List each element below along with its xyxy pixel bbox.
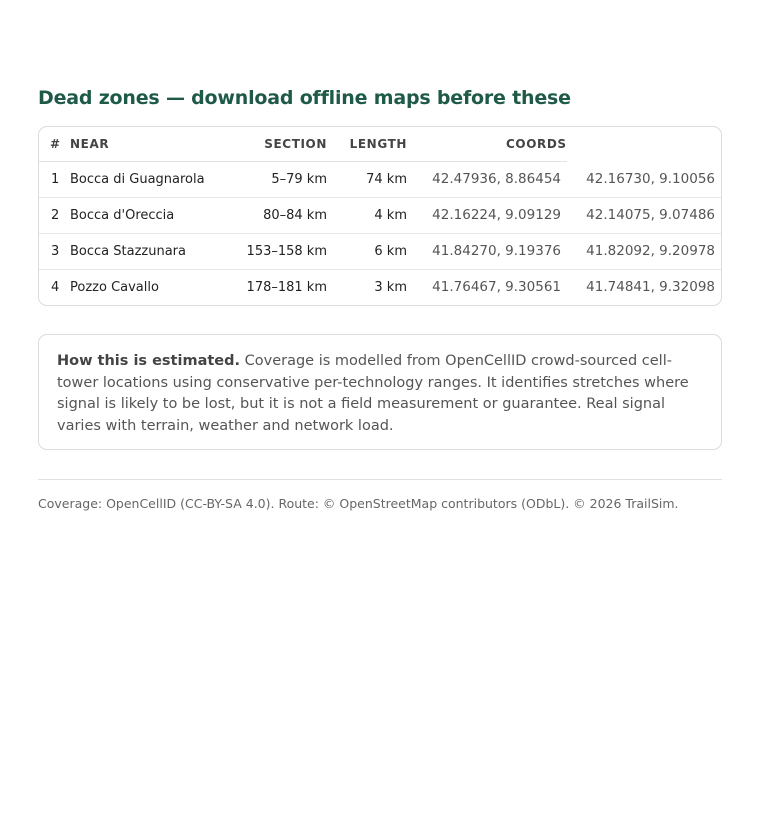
row-number: 4 — [51, 280, 60, 295]
table-row — [39, 198, 721, 234]
header-coords: COORDS — [506, 137, 567, 151]
header-near: NEAR — [70, 137, 110, 151]
table-row — [39, 162, 721, 198]
page-title: Dead zones — download offline maps before these — [38, 87, 571, 109]
row-near: Pozzo Cavallo — [70, 280, 159, 295]
row-coord-start: 42.16224, 9.09129 — [432, 207, 561, 223]
row-length: 6 km — [374, 244, 407, 259]
row-coord-start: 42.47936, 8.86454 — [432, 171, 561, 187]
dead-zones-table — [38, 126, 722, 306]
row-length: 74 km — [366, 172, 407, 187]
row-coord-end: 42.14075, 9.07486 — [586, 207, 715, 223]
header-length: LENGTH — [349, 137, 407, 151]
row-coord-end: 41.74841, 9.32098 — [586, 279, 715, 295]
header-number: # — [50, 137, 61, 151]
estimation-note — [38, 334, 722, 450]
row-near: Bocca d'Oreccia — [70, 208, 175, 223]
row-section: 80–84 km — [263, 208, 327, 223]
note-body: Coverage is modelled from OpenCellID crowd-sourced cell-tower locations using conservative per-technology ranges. It identifies stretches where signal is likely to be lost, but it is not a field measurement or guarantee. Real signal varies with terrain, weather and network load. — [57, 353, 689, 434]
row-length: 3 km — [374, 280, 407, 295]
header-section: SECTION — [264, 137, 327, 151]
footer-divider — [38, 479, 722, 480]
row-section: 5–79 km — [271, 172, 327, 187]
row-number: 2 — [51, 208, 60, 223]
row-number: 3 — [51, 244, 60, 259]
note-lead: How this is estimated. — [57, 353, 241, 369]
row-coord-end: 42.16730, 9.10056 — [586, 171, 715, 187]
row-section: 178–181 km — [246, 280, 327, 295]
row-near: Bocca di Guagnarola — [70, 172, 205, 187]
row-coord-start: 41.76467, 9.30561 — [432, 279, 561, 295]
table-header-row — [39, 127, 567, 162]
table-row — [39, 270, 721, 305]
row-coord-end: 41.82092, 9.20978 — [586, 243, 715, 259]
row-near: Bocca Stazzunara — [70, 244, 186, 259]
table-row — [39, 234, 721, 270]
row-number: 1 — [51, 172, 60, 187]
row-length: 4 km — [374, 208, 407, 223]
row-section: 153–158 km — [246, 244, 327, 259]
row-coord-start: 41.84270, 9.19376 — [432, 243, 561, 259]
footer-attribution: Coverage: OpenCellID (CC-BY-SA 4.0). Route: © OpenStreetMap contributors (ODbL). © 2026 TrailSim. — [38, 496, 679, 511]
